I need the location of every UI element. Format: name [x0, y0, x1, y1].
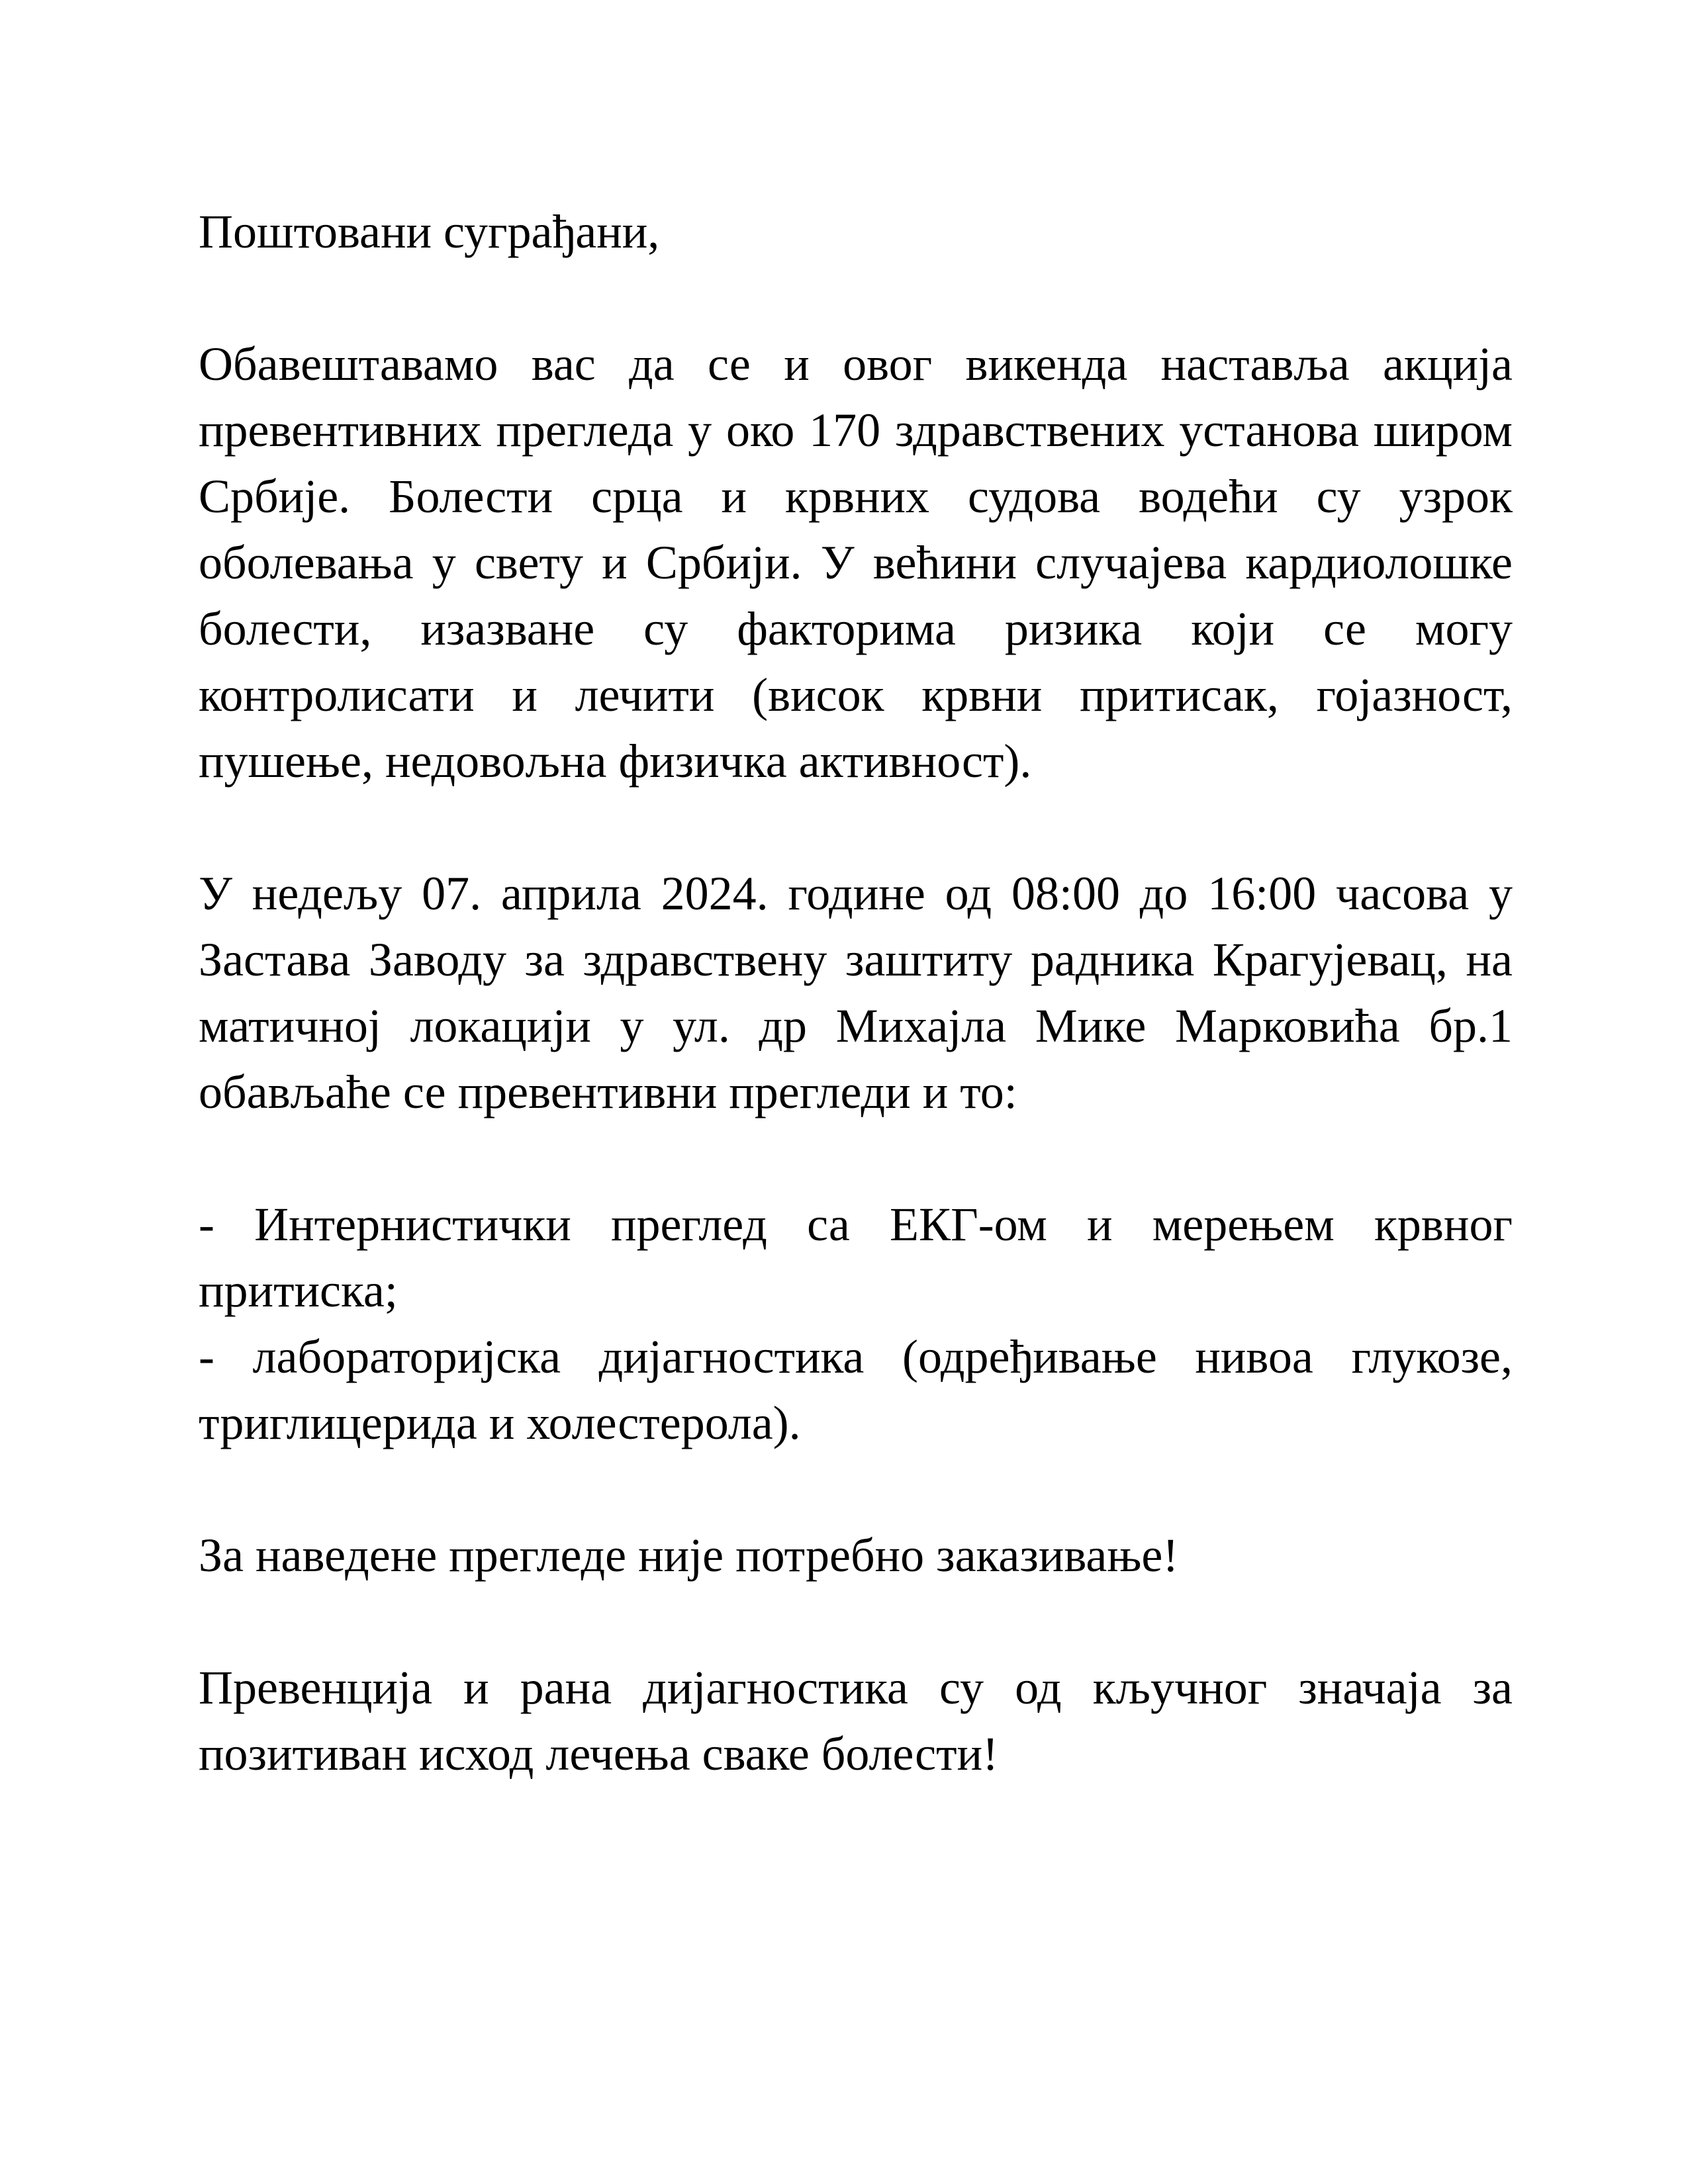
- closing-statement: Превенција и рана дијагностика су од кључног значаја за позитиван исход лечења сваке болести!: [199, 1661, 1513, 1780]
- spacer: [199, 1125, 1513, 1191]
- paragraph-schedule: У недељу 07. априла 2024. године од 08:00 до 16:00 часова у Застава Заводу за здравствену заштиту радника Крагујевац, на матичној локацији у ул. др Михајла Мике Марковића бр.1 обављаће се превентивни прегледи и то:: [199, 867, 1513, 1118]
- spacer: [199, 794, 1513, 860]
- spacer: [199, 265, 1513, 331]
- document-body: [199, 199, 1513, 1787]
- notice: За наведене прегледе није потребно заказивање!: [199, 1529, 1179, 1582]
- list-item-laboratory: - лабораторијска дијагностика (одређивање нивоа глукозе, триглицерида и холестерола).: [199, 1330, 1513, 1449]
- list-item-internist: - Интернистички преглед са ЕКГ-ом и мерењем крвног притиска;: [199, 1198, 1513, 1317]
- spacer: [199, 1456, 1513, 1522]
- paragraph-intro: Обавештавамо вас да се и овог викенда наставља акција превентивних прегледа у око 170 здравствених установа широм Србије. Болести срца и крвних судова водећи су узрок оболевања у свету и Србији. У већини случајева кардиолошке болести, изазване су факторима ризика који се могу контролисати и лечити (висок крвни притисак, гојазност, пушење, недовољна физичка активност).: [199, 338, 1513, 788]
- spacer: [199, 1588, 1513, 1655]
- greeting: Поштовани суграђани,: [199, 205, 660, 258]
